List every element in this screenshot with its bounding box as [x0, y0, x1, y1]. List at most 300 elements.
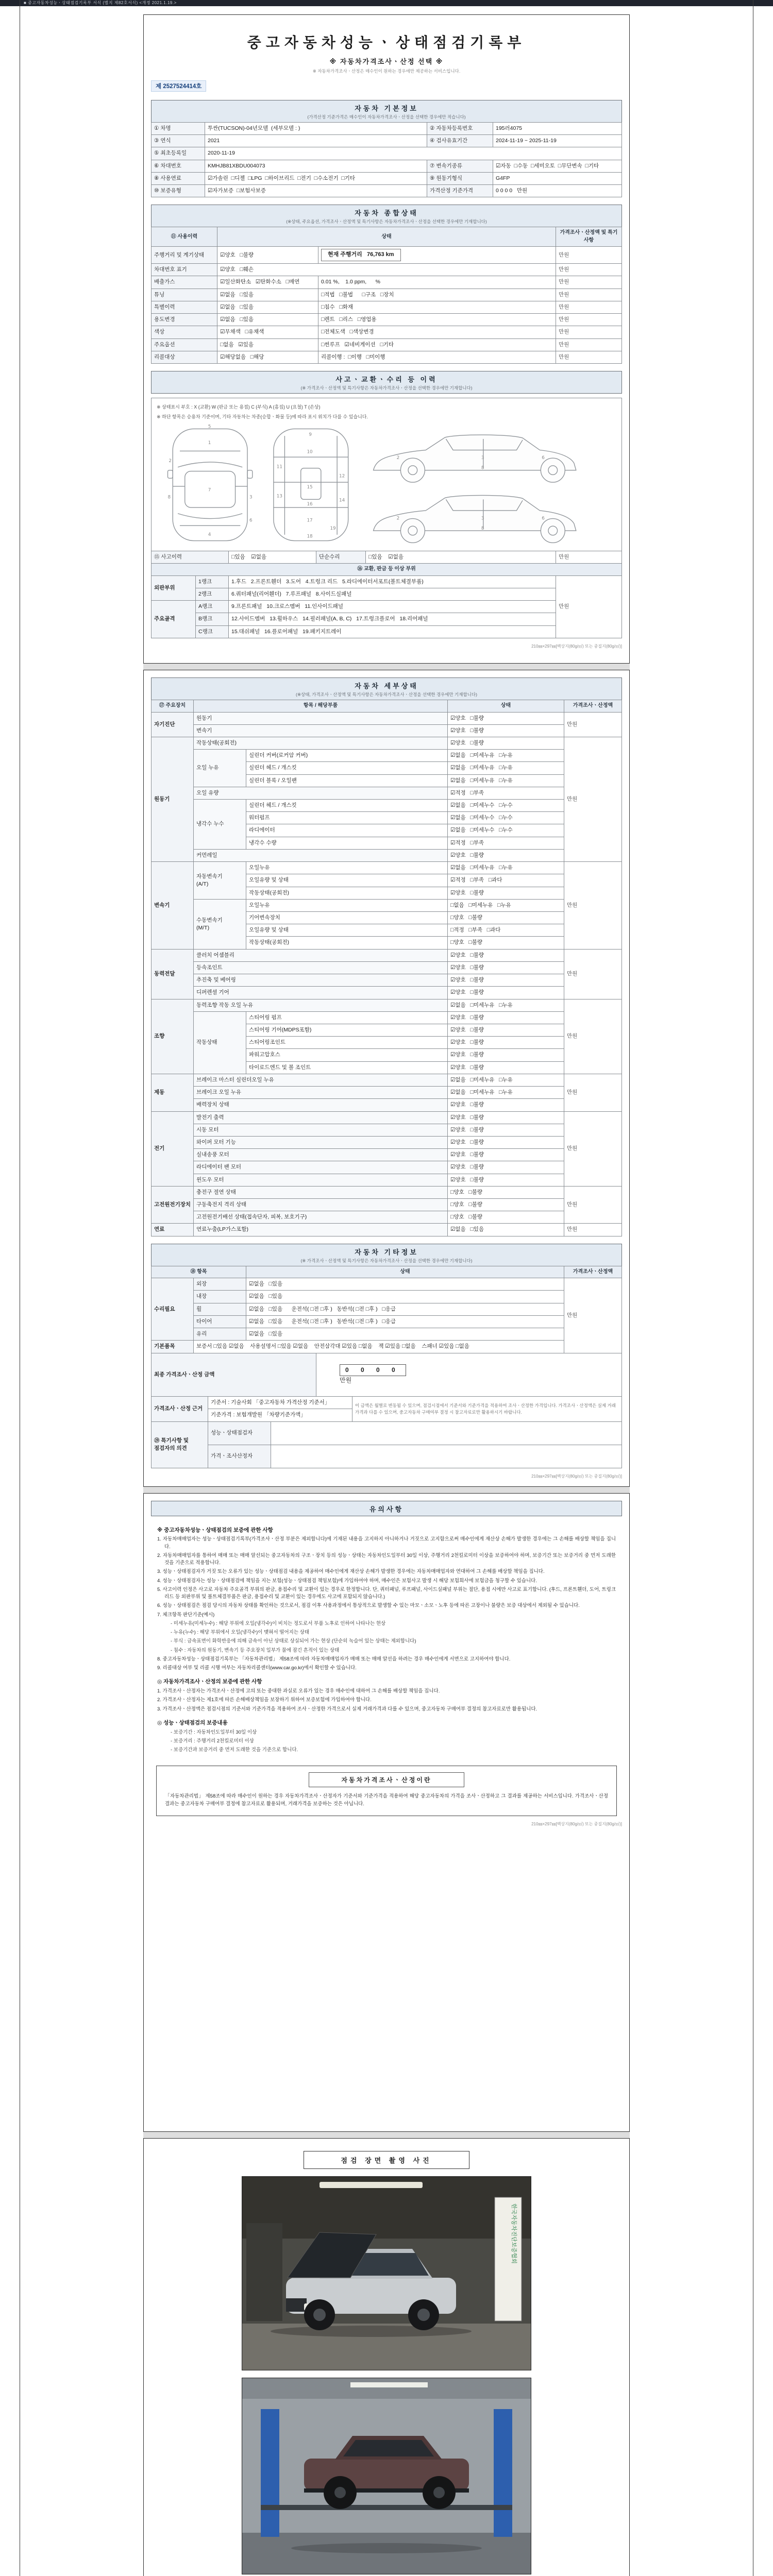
table-cell: ☑없음 □미세누수 □누수 [448, 812, 564, 824]
table-cell: 가격산정 기준가격 [427, 185, 493, 197]
table-cell: ☑없음 □있음 [246, 1328, 564, 1341]
table-cell: ☑가솔린 □디젤 □LPG □하이브리드 □전기 □수소전기 □기타 [205, 172, 427, 184]
notice-line: ◎ 자동차가격조사ㆍ산정의 보증에 관한 사항 [157, 1679, 262, 1685]
page-4 [143, 2138, 630, 2576]
table-cell: 동력전달 [152, 949, 194, 999]
table-cell: 만원 [556, 314, 622, 326]
table-cell: 연료 [152, 1224, 194, 1236]
table-cell: 발전기 출력 [194, 1111, 448, 1124]
table-cell: 만원 [556, 301, 622, 313]
svg-text:10: 10 [307, 449, 313, 455]
table-cell: C랭크 [196, 625, 229, 638]
table-cell: 와이퍼 모터 기능 [194, 1136, 448, 1148]
notice-line: - 보증거리 : 주행거리 2천킬로미터 이상 [171, 1738, 254, 1744]
table-cell: ☑없음 □미세누유 □누유 [448, 750, 564, 762]
table-cell: 만원 [556, 326, 622, 338]
table-cell: 실린더 커버(로커암 커버) [246, 750, 448, 762]
table-cell: 차대번호 표기 [152, 264, 217, 276]
table-cell: ☑양호 □불량 [448, 1037, 564, 1049]
table-cell: 만원 [556, 276, 622, 289]
svg-text:2: 2 [169, 458, 172, 464]
form-spec-topbar [0, 0, 773, 6]
table-cell: 배력장치 상태 [194, 1099, 448, 1111]
header-cell: 상태 [448, 700, 564, 713]
table-cell: ④ 검사유효기간 [427, 135, 493, 147]
table-cell: 스티어링 펌프 [246, 1011, 448, 1024]
svg-text:1: 1 [208, 440, 211, 446]
table-cell: 12.사이드멤버 13.휠하우스 14.필러패널(A, B, C) 17.트렁크플로어 18.리어패널 [229, 613, 556, 625]
table-cell: 만원 [556, 264, 622, 276]
notice-line: 2. 가격조사ㆍ산정자는 제1호에 따른 손해배상책임을 보장하기 위하여 보증보험에 가입하여야 합니다. [157, 1697, 372, 1703]
table-cell: 수리필요 [152, 1278, 194, 1341]
photo-section-title: 점검 장면 촬영 사진 [304, 2151, 469, 2169]
final-price-unit: 만원 [340, 1377, 352, 1384]
table-cell: 유리 [194, 1328, 246, 1341]
table-cell: 만원 [564, 1224, 622, 1236]
table-cell: 만원 [556, 551, 622, 564]
table-cell: 배출가스 [152, 276, 217, 289]
status-code-legend: ※ 상태표시 부호 : X (교환) W (판금 또는 용접) C (부식) A (흠집) U (요철) T (손상) [157, 404, 321, 410]
table-cell: ② 자동차등록번호 [427, 123, 493, 135]
table-cell: 단순수리 [316, 551, 366, 564]
svg-text:9: 9 [309, 432, 312, 438]
final-price-label: 최종 가격조사ㆍ산정 금액 [152, 1353, 316, 1397]
table-cell: 라디에이터 [246, 824, 448, 837]
notice-line: 1. 가격조사ㆍ산정자는 가격조사ㆍ산정에 고의 또는 중대한 과실로 오류가 있는 경우 매수인에 대하여 그 손해를 배상할 책임을 집니다. [157, 1688, 440, 1694]
table-cell: ☑양호 □불량 [448, 737, 564, 749]
price-survey-option-note: ※ 자동차가격조사ㆍ산정은 매수인이 원하는 경우에만 제공하는 서비스입니다. [312, 69, 461, 74]
table-cell: ☑없음 □미세누수 □누수 [448, 800, 564, 812]
section-title: 자동차 기본정보 [355, 105, 418, 112]
definition-body: 「자동차관리법」 제58조에 따라 매수인이 원하는 경우 자동차가격조사ㆍ산정자가 기준서와 기준가격을 적용하여 해당 중고자동차의 가격을 조사ㆍ산정하고 그 결과를 제공하는 서비스입니다. 가격조사ㆍ산정 결과는 중고자동차 구매여부 결정에 참고자료로 활용되며, 거래가격을 보증하는 것은 아닙니다. [165, 1793, 608, 1807]
table-cell: 2랭크 [196, 588, 229, 600]
table-cell: ☑양호 □불량 [448, 1049, 564, 1061]
table-cell: □양호 □불량 [448, 937, 564, 949]
header-cell: ⑪ 사용이력 [152, 227, 217, 247]
table-cell: ☑없음 □있음 [217, 289, 318, 301]
table-cell: 기준서 : 기술사회 「중고자동차 가격산정 기준서」 [208, 1397, 352, 1409]
table-cell: 냉각수 누수 [194, 800, 246, 850]
table-cell: 보증서 □있음 ☑없음 사용설명서 □있음 ☑없음 안전삼각대 ☑있음 □없음 잭 ☑있음 □없음 스패너 ☑있음 □없음 [194, 1341, 564, 1353]
final-price-table [151, 1353, 622, 1397]
table-cell: □렌트 □리스 □영업용 [318, 314, 556, 326]
table-cell: 휠 [194, 1303, 246, 1315]
table-cell: ⑦ 변속기종류 [427, 160, 493, 172]
table-cell: 만원 [556, 351, 622, 363]
table-cell: ☑양호 □불량 [448, 1149, 564, 1161]
table-cell: ☑없음 □미세누유 □누유 [448, 999, 564, 1011]
table-cell: 작동상태(공회전) [246, 887, 448, 899]
table-cell: 충전구 절연 상태 [194, 1186, 448, 1198]
table-cell: 시동 모터 [194, 1124, 448, 1136]
table-cell: □있음 ☑없음 [229, 551, 316, 564]
header-cell: ⑱ 항목 [152, 1266, 246, 1278]
header-cell: 가격조사ㆍ산정액 [564, 1266, 622, 1278]
table-cell: 전기 [152, 1111, 194, 1186]
table-cell: □양호 □불량 [448, 912, 564, 924]
table-cell: ☑양호 □불량 [448, 1011, 564, 1024]
table-cell: 고전원전기장치 [152, 1186, 194, 1224]
section-note: (※상태, 가격조사ㆍ산정액 및 특기사항은 자동차가격조사ㆍ산정을 선택한 경우에만 기재합니다) [296, 692, 477, 697]
table-cell: ☑양호 □훼손 [217, 264, 556, 276]
svg-text:13: 13 [276, 494, 282, 499]
table-cell: ☑없음 □미세누유 □누유 [448, 1074, 564, 1086]
header-cell: 항목 / 해당부품 [194, 700, 448, 713]
notice-line: - 누유(누수) : 해당 부위에서 오일(냉각수)이 맺혀서 떨어지는 상태 [171, 1630, 309, 1635]
table-cell: 고전원전기배선 상태(접속단자, 피복, 보호기구) [194, 1211, 448, 1224]
table-cell: ③ 연식 [152, 135, 205, 147]
table-cell: 브레이크 마스터 실린더오일 누유 [194, 1074, 448, 1086]
table-cell: ☑양호 □불량 [448, 1124, 564, 1136]
table-cell: 가격ㆍ조사산정자 [208, 1445, 271, 1468]
table-cell: 파워고압호스 [246, 1049, 448, 1061]
section-title: 자동차 기타정보 [355, 1248, 418, 1256]
svg-text:14: 14 [339, 498, 345, 503]
table-cell: 내장 [194, 1291, 246, 1303]
lift-arm [261, 2505, 512, 2510]
notice-line: 1. 자동차매매업자는 성능ㆍ상태점검기록부(가격조사ㆍ산정 부분은 제외합니다)에 기재된 내용을 고지하지 아니하거나 거짓으로 고지함으로써 매수인에게 재산상 손해가 발생한 경우에는 그 손해를 배상할 책임을 집니다. [157, 1536, 616, 1550]
svg-text:17: 17 [307, 518, 313, 523]
section-band-etc-info [151, 1244, 622, 1266]
lift-post-right [494, 2409, 512, 2537]
svg-text:19: 19 [330, 526, 336, 532]
table-cell [318, 247, 556, 264]
fluorescent-light [350, 2382, 428, 2387]
table-cell: ☑없음 □미세누유 □누유 [448, 762, 564, 774]
notice-line: 4. 성능ㆍ상태점검자는 성능ㆍ상태점검에 책임을 지는 보험(성능ㆍ상태점검 책임보험)에 가입하여야 하며, 매수인은 보험사고 발생 시 해당 보험회사에 보험금을 청구할 수 있습니다. [157, 1578, 537, 1584]
ceiling-light [320, 2182, 423, 2188]
table-cell: □있음 ☑없음 [366, 551, 556, 564]
svg-text:5: 5 [208, 424, 211, 430]
page-1 [143, 14, 630, 664]
table-cell: ☑없음 □미세누유 □누유 [448, 1087, 564, 1099]
table-cell: ☑해당없음 □해당 [217, 351, 318, 363]
paper-spec: 210㎜×297㎜[백상지(80g/㎡) 또는 중질지(80g/㎡)] [531, 1821, 622, 1826]
inspection-photo-hood-open [242, 2176, 531, 2370]
table-cell: ☑없음 □있음 운전석( □전 □후 ) 동반석( □전 □후 ) □응급 [246, 1315, 564, 1328]
table-cell: □양호 □불량 [448, 1199, 564, 1211]
table-cell: ☑없음 □있음 [246, 1291, 564, 1303]
table-cell: ☑없음 □미세누유 □누유 [448, 862, 564, 874]
table-cell: ☑적정 □부족 □과다 [448, 874, 564, 887]
table-cell: 0 0 0 0 만원 [493, 185, 622, 197]
detail-condition-table [151, 700, 622, 1236]
table-cell: ☑양호 □불량 [217, 247, 318, 264]
table-cell: 1랭크 [196, 575, 229, 588]
table-cell: ☑적정 □부족 [448, 837, 564, 849]
svg-text:3: 3 [481, 516, 484, 521]
table-cell: ☑적정 □부족 [448, 787, 564, 799]
header-cell: 가격조사ㆍ산정액 및 특기사항 [556, 227, 622, 247]
table-cell: 성능ㆍ상태점검자 [208, 1421, 271, 1445]
notice-line: 2. 자동차매매업자를 통하여 매매 또는 매매 알선되는 중고자동차의 구조ㆍ장치 등의 성능ㆍ상태는 자동차인도일부터 30일 이상, 주행거리 2천킬로미터 이상을 보증하여야 하며, 보증기간 또는 보증거리 중 먼저 도래한 것을 기준으로 적용합니다. [157, 1552, 616, 1566]
table-cell: ☑없음 □있음 운전석( □전 □후 ) 동반석( □전 □후 ) □응급 [246, 1303, 564, 1315]
table-cell: 연료누출(LP가스포함) [194, 1224, 448, 1236]
association-banner-text: 한국자동차진단보증협회 [511, 2203, 517, 2264]
document-title: 중고자동차성능ㆍ상태점검기록부 [247, 35, 526, 50]
table-cell: ☑없음 □있음 [217, 314, 318, 326]
table-cell: 만원 [564, 1111, 622, 1186]
table-cell: 수동변속기 (M/T) [194, 899, 246, 949]
table-cell: 실린더 헤드 / 개스킷 [246, 762, 448, 774]
table-cell: 외판부위 [152, 575, 196, 600]
table-cell: 타이로드엔드 및 볼 조인트 [246, 1061, 448, 1074]
table-cell: 원동기 [194, 712, 448, 724]
table-cell: ☑일산화탄소 ☑탄화수소 □매연 [217, 276, 318, 289]
association-banner [495, 2197, 522, 2321]
table-cell: ☑양호 □불량 [448, 949, 564, 961]
table-cell: 커먼레일 [194, 849, 448, 861]
svg-text:6: 6 [542, 455, 545, 461]
table-cell: 스티어링조인트 [246, 1037, 448, 1049]
table-cell: 실린더 헤드 / 개스킷 [246, 800, 448, 812]
form-spec-text: ■ 중고자동차성능ㆍ상태점검기록부 서식 (별지 제82호서식) <개정 2021.1.19.> [24, 1, 177, 5]
table-cell: 2021 [205, 135, 427, 147]
table-cell: 기본품목 [152, 1341, 194, 1353]
table-cell: G4FP [493, 172, 622, 184]
table-cell: 기어변속장치 [246, 912, 448, 924]
inspection-photo-car-on-lift [242, 2378, 531, 2574]
section-note: (※ 가격조사ㆍ산정액 및 특기사항은 자동차가격조사ㆍ산정을 선택한 경우에만 기재합니다) [300, 385, 473, 391]
header-cell: 상태 [246, 1266, 564, 1278]
table-cell: ☑없음 □있음 [246, 1278, 564, 1291]
table-cell: 타이어 [194, 1315, 246, 1328]
section-title: 유의사항 [369, 1505, 404, 1513]
etc-info-table [151, 1266, 622, 1353]
section-band-basic-info [151, 100, 622, 123]
section-band-notices [151, 1501, 622, 1516]
svg-text:8: 8 [167, 495, 171, 500]
table-cell: 오일 유량 [194, 787, 448, 799]
notice-line: ※ 중고자동차성능ㆍ상태점검의 보증에 관한 사항 [157, 1527, 273, 1533]
notice-line: 6. 성능ㆍ상태점검은 점검 당시의 자동차 상태를 확인하는 것으로서, 점검 이후 사용과정에서 통상적으로 발생할 수 있는 마모ㆍ소모ㆍ노후 등에 따른 고장이나 불량은 보증 대상에서 제외될 수 있습니다. [157, 1603, 580, 1609]
table-cell: 만원 [556, 338, 622, 351]
section-band-detail-condition [151, 677, 622, 700]
notice-line: - 부식 : 금속표면이 화학반응에 의해 금속이 아닌 상태로 상실되어 가는 현상 (단순히 녹슬어 있는 상태는 제외합니다) [171, 1638, 416, 1645]
table-cell: 만원 [556, 575, 622, 638]
table-cell: 브레이크 오일 누유 [194, 1087, 448, 1099]
table-cell: 만원 [564, 1074, 622, 1111]
table-cell: 만원 [564, 949, 622, 999]
table-cell: ⑨ 원동기형식 [427, 172, 493, 184]
svg-text:6: 6 [249, 518, 253, 523]
table-cell: 동력조향 작동 오일 누유 [194, 999, 448, 1011]
table-cell: 가격조사ㆍ산정 근거 [152, 1397, 208, 1421]
notice-line: - 보증기간 : 자동차인도일부터 30일 이상 [171, 1729, 257, 1735]
table-cell: ☑양호 □불량 [448, 1136, 564, 1148]
document-column [143, 14, 630, 2576]
table-cell: ☑없음 □미세누수 □누수 [448, 824, 564, 837]
table-cell: 오일누유 [246, 899, 448, 911]
table-cell: ⑩ 보증유형 [152, 185, 205, 197]
table-cell: ☑무채색 □유채색 [217, 326, 318, 338]
table-cell: ☑양호 □불량 [448, 712, 564, 724]
table-cell: 작동상태 [194, 1011, 246, 1074]
table-cell: ☑양호 □불량 [448, 1174, 564, 1186]
table-cell: 작동상태(공회전) [246, 937, 448, 949]
table-cell: ⑲ 특기사항 및 점검자의 의견 [152, 1421, 208, 1468]
table-cell: 용도변경 [152, 314, 217, 326]
notice-line: ◎ 성능ㆍ상태점검의 보증내용 [157, 1719, 228, 1726]
table-cell: 특별이력 [152, 301, 217, 313]
table-cell: 자동변속기 (A/T) [194, 862, 246, 900]
car-side-view-left-diagram [374, 435, 576, 482]
paper-spec: 210㎜×297㎜[백상지(80g/㎡) 또는 중질지(80g/㎡)] [531, 643, 622, 649]
table-cell: 만원 [564, 1278, 622, 1353]
table-cell: 9.프론트패널 10.크로스멤버 11.인사이드패널 [229, 601, 556, 613]
paper-spec: 210㎜×297㎜[백상지(80g/㎡) 또는 중질지(80g/㎡)] [531, 1473, 622, 1479]
table-cell: 색상 [152, 326, 217, 338]
table-cell: 주요골격 [152, 601, 196, 638]
table-cell: ☑양호 □불량 [448, 1061, 564, 1074]
table-cell: 만원 [564, 737, 622, 861]
table-cell: 워터펌프 [246, 812, 448, 824]
table-cell: 오일유량 및 상태 [246, 874, 448, 887]
table-cell: 스티어링 기어(MDPS포함) [246, 1024, 448, 1036]
table-cell: 실린더 블록 / 오일팬 [246, 774, 448, 787]
table-cell: ⑮ 사고이력 [152, 551, 229, 564]
table-cell: 등속조인트 [194, 961, 448, 974]
table-cell: 자기진단 [152, 712, 194, 737]
table-cell: 기준가격 : 보험개발원 「차량기준가액」 [208, 1409, 352, 1421]
table-cell: 라디에이터 팬 모터 [194, 1161, 448, 1174]
document-number: 제 2527524414호 [151, 80, 206, 92]
table-cell: 6.쿼터패널(리어휀더) 7.루프패널 8.사이드실패널 [229, 588, 556, 600]
svg-text:7: 7 [208, 487, 211, 493]
page-2 [143, 670, 630, 1487]
svg-text:8: 8 [481, 526, 484, 532]
table-cell: ① 차명 [152, 123, 205, 135]
header-cell: 가격조사ㆍ산정액 [564, 700, 622, 713]
notice-line: 7. 체크항목 판단기준(예시) [157, 1612, 215, 1618]
table-cell: ☑양호 □불량 [448, 987, 564, 999]
table-cell: □양호 □불량 [448, 1186, 564, 1198]
basic-info-table [151, 122, 622, 197]
notice-line: 5. 사고이력 인정은 사고로 자동차 주요골격 부위의 판금, 용접수리 및 교환이 있는 경우로 한정합니다. 단, 쿼터패널, 루프패널, 사이드실패널 부위는 절단, 용접 시에만 사고로 표기합니다. (후드, 프론트휀더, 도어, 트렁크리드 등 외판부위 및 볼트체결부품은 판금, 용접수리 및 교환이 있는 경우에도 사고에 포함되지 않습니다.) [157, 1586, 616, 1600]
table-cell: 제동 [152, 1074, 194, 1111]
svg-text:12: 12 [339, 473, 345, 479]
svg-text:8: 8 [481, 465, 484, 471]
definition-title: 자동차가격조사ㆍ산정이란 [309, 1772, 464, 1787]
table-cell: 오일누유 [246, 862, 448, 874]
table-cell: 클러치 어셈블리 [194, 949, 448, 961]
table-cell: B랭크 [196, 613, 229, 625]
car-damage-diagrams [156, 420, 617, 550]
table-cell: 만원 [556, 247, 622, 264]
table-cell: ☑자동 □수동 □세미오토 □무단변속 □기타 [493, 160, 622, 172]
svg-text:16: 16 [307, 502, 313, 507]
table-cell: 이 금액은 월별로 변동될 수 있으며, 점검시점에서 기준서와 기준가격을 적용하여 조사ㆍ산정한 가격입니다. 가격조사ㆍ산정액은 실제 거래가격과 다를 수 있으며, 중고자동차 구매여부 결정 시 참고자료로만 활용하시기 바랍니다. [352, 1397, 622, 1421]
table-cell: ☑양호 □불량 [448, 974, 564, 987]
table-cell: 리콜대상 [152, 351, 217, 363]
table-cell: ☑양호 □불량 [448, 1111, 564, 1124]
tool-shelf [246, 2223, 282, 2321]
lift-post-left [261, 2409, 279, 2537]
table-cell: □전체도색 □색상변경 [318, 326, 556, 338]
table-cell: 195러4075 [493, 123, 622, 135]
table-cell: 조향 [152, 999, 194, 1074]
table-cell: □없음 ☑있음 [217, 338, 318, 351]
table-cell: ☑양호 □불량 [448, 849, 564, 861]
table-cell: 튜닝 [152, 289, 217, 301]
svg-text:2: 2 [396, 516, 400, 521]
overall-condition-table [151, 227, 622, 364]
table-cell: 디퍼렌셜 기어 [194, 987, 448, 999]
table-cell: □적법 □불법 □구조 □장치 [318, 289, 556, 301]
car-windows [343, 2440, 434, 2456]
table-cell: 추진축 및 베어링 [194, 974, 448, 987]
notice-line: 3. 성능ㆍ상태점검자가 거짓 또는 오류가 있는 성능ㆍ상태점검 내용을 제공하여 매수인에게 재산상 손해가 발생한 경우에는 자동차매매업자와 연대하여 그 손해를 배상할 책임을 집니다. [157, 1569, 545, 1575]
table-cell: 윈도우 모터 [194, 1174, 448, 1186]
table-cell: 실내송풍 모터 [194, 1149, 448, 1161]
table-cell: 리콜이행 : □이행 □미이행 [318, 351, 556, 363]
table-cell: A랭크 [196, 601, 229, 613]
svg-text:3: 3 [249, 495, 253, 500]
damage-diagram-box [151, 398, 622, 551]
table-cell: 0.01 %, 1.0 ppm, % [318, 276, 556, 289]
table-cell: ☑양호 □불량 [448, 887, 564, 899]
table-cell: 만원 [556, 289, 622, 301]
table-cell: 15.대쉬패널 16.플로어패널 19.패키지트레이 [229, 625, 556, 638]
table-cell: KMHJB81XBDU004073 [205, 160, 427, 172]
table-cell: 작동상태(공회전) [194, 737, 448, 749]
table-cell: 2024-11-19 ~ 2025-11-19 [493, 135, 622, 147]
table-cell: ☑자가보증 □보험사보증 [205, 185, 427, 197]
table-cell: 주요옵션 [152, 338, 217, 351]
notice-line: 3. 가격조사ㆍ산정액은 점검시점의 기준서와 기준가격을 적용하여 조사ㆍ산정한 가격으로서 실제 거래가격과 다를 수 있으며, 중고자동차 구매여부 결정의 참고자료로만 활용됩니다. [157, 1706, 537, 1712]
page-3 [143, 1493, 630, 2132]
table-cell: □썬루프 ☑네비게이션 □기타 [318, 338, 556, 351]
table-cell: 변속기 [152, 862, 194, 950]
header-cell: ⑰ 주요장치 [152, 700, 194, 713]
table-cell: ⑥ 차대번호 [152, 160, 205, 172]
table-cell: ☑양호 □불량 [448, 961, 564, 974]
table-cell: 오일 누유 [194, 750, 246, 787]
table-cell: ☑양호 □불량 [448, 1099, 564, 1111]
table-cell: 외장 [194, 1278, 246, 1291]
car-side-view-right-diagram [374, 495, 576, 543]
section-title: 사고ㆍ교환ㆍ수리 등 이력 [335, 376, 438, 383]
svg-text:6: 6 [542, 516, 545, 521]
section-title: 자동차 세부상태 [355, 682, 418, 690]
table-cell: 구동축전지 격리 상태 [194, 1199, 448, 1211]
svg-text:11: 11 [276, 464, 282, 470]
svg-text:15: 15 [307, 484, 313, 490]
table-cell: 만원 [564, 862, 622, 950]
final-price-value [316, 1353, 622, 1397]
svg-text:4: 4 [208, 532, 211, 537]
table-cell: 2020-11-19 [205, 147, 622, 160]
price-basis-table [151, 1396, 622, 1421]
price-survey-option-title: ※ 자동차가격조사ㆍ산정 선택 ※ [329, 58, 444, 65]
notice-line: - 침수 : 자동차의 원동기, 변속기 등 주요장치 일부가 물에 잠긴 흔적이 있는 상태 [171, 1647, 340, 1653]
price-survey-definition-box [156, 1766, 617, 1816]
svg-text:2: 2 [396, 455, 400, 461]
table-cell: 변속기 [194, 724, 448, 737]
table-cell: □없음 □미세누유 □누유 [448, 899, 564, 911]
section-note: (※상태, 주요옵션, 가격조사ㆍ산정액 및 특기사항은 자동차가격조사ㆍ산정을 선택한 경우에만 기재합니다) [286, 219, 487, 225]
table-cell: □양호 □불량 [448, 1211, 564, 1224]
exchange-panel-table [151, 563, 622, 638]
table-cell: ☑양호 □불량 [448, 1024, 564, 1036]
table-cell: 만원 [564, 1186, 622, 1224]
notice-line: - 보증기간과 보증거리 중 먼저 도래한 것을 기준으로 합니다. [171, 1747, 298, 1753]
table-cell: 만원 [564, 712, 622, 737]
table-cell [271, 1445, 622, 1468]
header-cell: 상태 [217, 227, 556, 247]
section-band-accident-history [151, 371, 622, 394]
vehicle-type-legend: ※ 하단 항목은 승용차 기준이며, 기타 자동차는 차종(승합ㆍ화물 등)에 따라 표시 위치가 다를 수 있습니다. [157, 414, 368, 419]
